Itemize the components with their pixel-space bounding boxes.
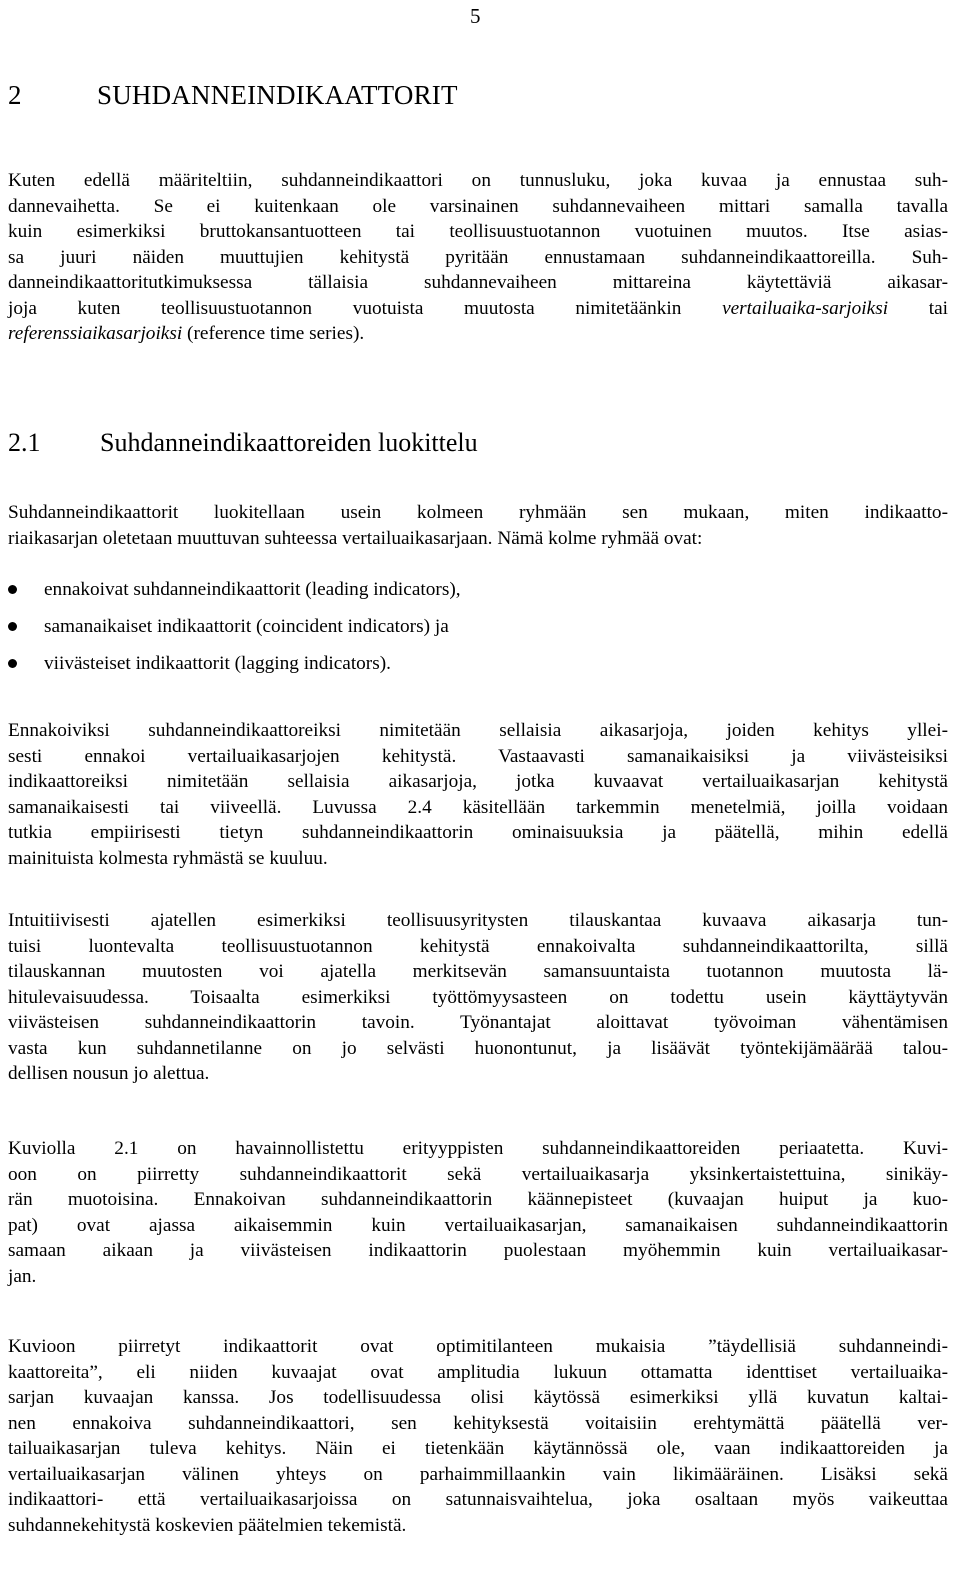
paragraph-line: indikaattori- että vertailuaikasarjoissa on satunnaisvaihtelua, joka osaltaan myös vaikeuttaa (8, 1489, 948, 1510)
paragraph-line: nen ennakoiva suhdanneindikaattori, sen kehityksestä voitaisiin erehtymättä päätellä ver- (8, 1412, 948, 1434)
list-item-text: samanaikaiset indikaattorit (coincident indicators) ja (44, 616, 449, 637)
section-intro-paragraph (8, 500, 948, 551)
list-item (8, 577, 461, 614)
paragraph-5 (8, 1136, 948, 1289)
paragraph-line: dannevaihetta. Se ei kuitenkaan ole varsinainen suhdannevaiheen mittari samalla tavalla (8, 195, 948, 217)
paragraph-line: Kuviolla 2.1 on havainnollistettu erityyppisten suhdanneindikaattoreiden periaatetta. Kuvi- (8, 1138, 948, 1159)
paragraph-line (8, 296, 948, 322)
intro-paragraph (8, 168, 948, 347)
list-item-text: viivästeiset indikaattorit (lagging indicators). (44, 653, 391, 674)
paragraph-line: kaattoreita”, eli niiden kuvaajat ovat amplitudia lukuun ottamatta identtiset vertailuaika- (8, 1361, 948, 1383)
paragraph-line: samanaikaisesti tai viiveellä. Luvussa 2.4 käsitellään tarkemmin menetelmiä, joilla voidaan (8, 796, 948, 818)
list-item-text: ennakoivat suhdanneindikaattorit (leading indicators), (44, 579, 461, 600)
paragraph-line: tutkia empiirisesti tietyn suhdanneindikaattorin ominaisuuksia ja päätellä, mihin edellä (8, 822, 948, 843)
italic-term: vertailuaika-sarjoiksi (722, 297, 889, 319)
paragraph-line: indikaattoreiksi nimitetään sellaisia aikasarjoja, jotka kuvaavat vertailuaikasarjan kehitystä (8, 771, 948, 792)
paragraph-line: pat) ovat ajassa aikaisemmin kuin vertailuaikasarjan, samanaikaisen suhdanneindikaattorin (8, 1214, 948, 1236)
paragraph-line: samaan aikaan ja viivästeisen indikaattorin puolestaan myöhemmin kuin vertailuaikasar- (8, 1240, 948, 1261)
paragraph-line: tilauskannan muutosten voi ajatella merkitsevän samansuuntaista tuotannon muutosta lä- (8, 961, 948, 982)
paragraph-line: Kuvioon piirretyt indikaattorit ovat optimitilanteen mukaisia ”täydellisiä suhdanneindi- (8, 1336, 948, 1357)
paragraph-line: riaikasarjan oletetaan muuttuvan suhteessa vertailuaikasarjaan. Nämä kolme ryhmää ovat: (8, 527, 703, 549)
paragraph-line: kuin esimerkiksi bruttokansantuotteen tai teollisuustuotannon vuotuinen muutos. Itse asias- (8, 221, 948, 242)
paragraph-line: mainituista kolmesta ryhmästä se kuuluu. (8, 847, 328, 869)
chapter-heading (8, 80, 458, 110)
page-number: 5 (470, 4, 481, 28)
paragraph-line: hitulevaisuudessa. Toisaalta esimerkiksi työttömyysasteen on todettu usein käyttäytyvän (8, 986, 948, 1008)
section-heading (8, 428, 478, 458)
list-item (8, 614, 461, 651)
text-run: (reference time series). (182, 323, 365, 344)
paragraph-line: vertailuaikasarjan välinen yhteys on parhaimmillaankin vain likimääräinen. Lisäksi sekä (8, 1463, 948, 1485)
bullet-icon (8, 622, 17, 631)
paragraph-line: vasta kun suhdannetilanne on jo selvästi huonontunut, ja lisäävät työntekijämäärää talou- (8, 1037, 948, 1059)
section-number: 2.1 (8, 428, 41, 457)
text-run: joja kuten teollisuustuotannon vuotuista muutosta nimitetäänkin (8, 297, 723, 319)
chapter-title: SUHDANNEINDIKAATTORIT (97, 80, 458, 110)
section-title: Suhdanneindikaattoreiden luokittelu (100, 428, 478, 457)
paragraph-line: suhdannekehitystä koskevien päätelmien tekemistä. (8, 1514, 407, 1536)
paragraph-line: Suhdanneindikaattorit luokitellaan usein kolmeen ryhmään sen mukaan, miten indikaatto- (8, 502, 948, 523)
paragraph-line: Intuitiivisesti ajatellen esimerkiksi teollisuusyritysten tilauskantaa kuvaava aikasarja tun- (8, 910, 948, 931)
paragraph-line (8, 321, 948, 347)
bullet-icon (8, 585, 17, 594)
paragraph-6 (8, 1334, 948, 1538)
paragraph-line: tuisi luontevalta teollisuustuotannon kehitystä ennakoivalta suhdanneindikaattorilta, sillä (8, 935, 948, 957)
paragraph-line: viivästeisen suhdanneindikaattorin tavoin. Työnantajat aloittavat työvoiman vähentämisen (8, 1012, 948, 1033)
bullet-icon (8, 659, 17, 668)
paragraph-line: tailuaikasarjan tuleva kehitys. Näin ei tietenkään käytännössä ole, vaan indikaattoreiden ja (8, 1438, 948, 1459)
paragraph-line: oon on piirretty suhdanneindikaattorit sekä vertailuaikasarja yksinkertaistettuina, sinikäy- (8, 1163, 948, 1185)
paragraph-line: rän muotoisina. Ennakoivan suhdanneindikaattorin käännepisteet (kuvaajan huiput ja kuo- (8, 1189, 948, 1210)
paragraph-line: Ennakoiviksi suhdanneindikaattoreiksi nimitetään sellaisia aikasarjoja, joiden kehitys yllei- (8, 720, 948, 741)
indicator-type-list (8, 577, 461, 688)
text-run: tai (888, 297, 948, 319)
paragraph-3 (8, 718, 948, 871)
paragraph-4 (8, 908, 948, 1087)
paragraph-line: jan. (8, 1265, 37, 1287)
paragraph-line: dellisen nousun jo alettua. (8, 1063, 210, 1084)
list-item (8, 651, 461, 688)
chapter-number: 2 (8, 80, 22, 110)
italic-term: referenssiaikasarjoiksi (8, 323, 183, 344)
paragraph-line: Kuten edellä määriteltiin, suhdanneindikaattori on tunnusluku, joka kuvaa ja ennustaa suh- (8, 170, 948, 191)
paragraph-line: sesti ennakoi vertailuaikasarjojen kehitystä. Vastaavasti samanaikaisiksi ja viivästeisiksi (8, 745, 948, 767)
paragraph-line: danneindikaattoritutkimuksessa tällaisia suhdannevaiheen mittareina käytettäviä aikasar- (8, 272, 948, 293)
paragraph-line: sarjan kuvaajan kanssa. Jos todellisuudessa olisi käytössä esimerkiksi yllä kuvatun kaltai- (8, 1387, 948, 1408)
paragraph-line: sa juuri näiden muuttujien kehitystä pyritään ennustamaan suhdanneindikaattoreilla. Suh- (8, 246, 948, 268)
